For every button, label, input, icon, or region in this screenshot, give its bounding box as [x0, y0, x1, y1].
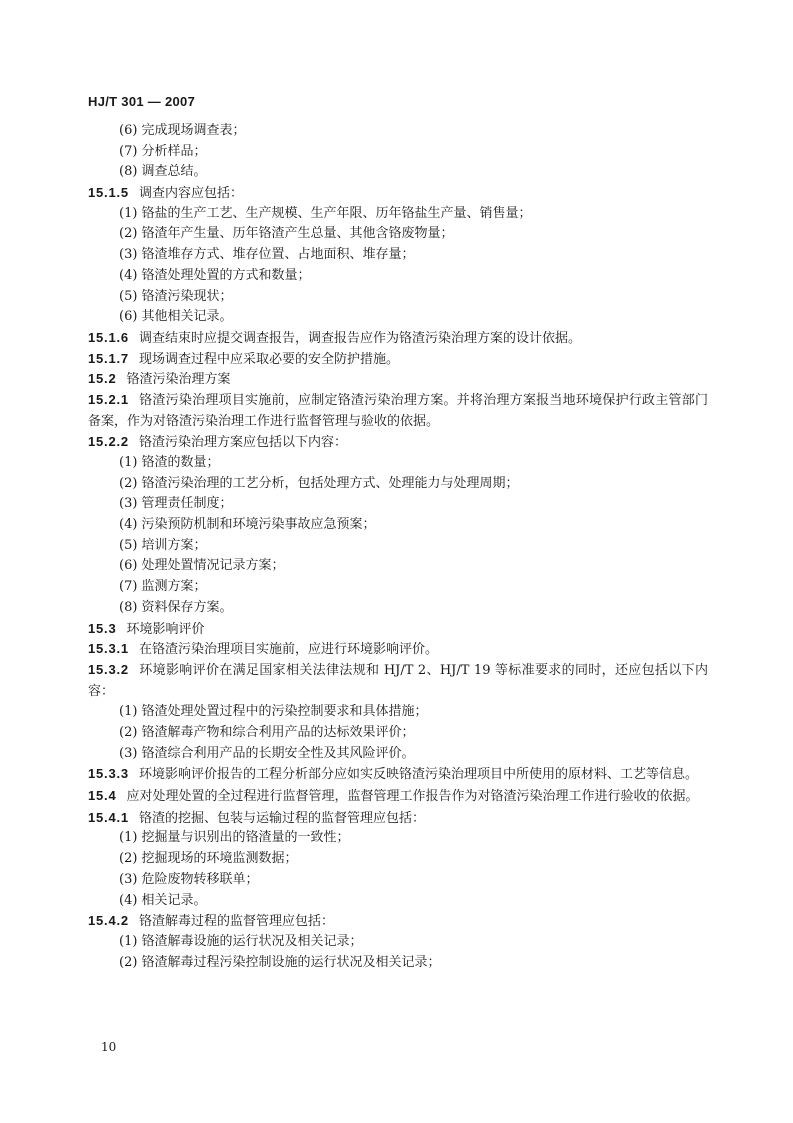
list-item: (8) 资料保存方案。: [119, 599, 233, 615]
list-item: (4) 铬渣处理处置的方式和数量；: [119, 267, 311, 283]
clause-text: 铬渣的挖掘、包装与运输过程的监督管理应包括：: [138, 810, 425, 826]
list-item: (3) 管理责任制度；: [119, 496, 233, 512]
clause-number: 15.1.5: [88, 185, 129, 201]
clause-number: 15.3: [88, 620, 117, 636]
clause-number: 15.3.2: [88, 661, 129, 677]
clause-text: 铬渣解毒过程的监督管理应包括：: [138, 914, 334, 930]
list-item: (2) 铬渣年产生量、历年铬渣产生总量、其他含铬废物量；: [119, 226, 454, 242]
list-item: (8) 调查总结。: [119, 164, 207, 180]
clause-number: 15.1.7: [88, 350, 129, 366]
list-item: (7) 分析样品；: [119, 143, 207, 159]
list-item: (4) 相关记录。: [119, 892, 207, 908]
clause-number: 15.4: [88, 788, 117, 804]
list-item: (1) 挖掘量与识别出的铬渣量的一致性；: [119, 830, 350, 846]
clause: [88, 369, 708, 390]
clause: [88, 349, 708, 370]
clause-number: 15.3.1: [88, 641, 129, 657]
clause: [88, 328, 708, 349]
list-item: (2) 铬渣解毒产物和综合利用产品的达标效果评价；: [119, 725, 415, 740]
clause-text: 铬渣污染治理方案: [126, 372, 231, 388]
list-item: (6) 其他相关记录。: [119, 309, 233, 325]
list-item: (1) 铬渣解毒设施的运行状况及相关记录；: [119, 933, 363, 949]
clause: [88, 808, 708, 829]
clause: [88, 639, 708, 660]
clause-number: 15.2: [88, 371, 117, 387]
list-item: (5) 培训方案；: [119, 537, 207, 553]
document-header: HJ/T 301 — 2007: [88, 94, 196, 109]
clause-text: 调查结束时应提交调查报告，调查报告应作为铬渣污染治理方案的设计依据。: [138, 330, 581, 346]
clause-text: 环境影响评价报告的工程分析部分应如实反映铬渣污染治理项目中所使用的原材料、工艺等信息。: [138, 767, 698, 783]
clause-number: 15.1.6: [88, 329, 129, 345]
list-item: (3) 危险废物转移联单；: [119, 871, 259, 887]
list-item: (6) 处理处置情况记录方案；: [119, 558, 285, 574]
clause: [88, 911, 708, 932]
list-item: (2) 铬渣污染治理的工艺分析，包括处理方式、处理能力与处理周期；: [119, 475, 519, 491]
list-item: (1) 铬盐的生产工艺、生产规模、生产年限、历年铬盐生产量、销售量；: [119, 205, 532, 221]
clause: [88, 432, 708, 453]
list-item: (7) 监测方案；: [119, 579, 207, 595]
clause-number: 15.2.2: [88, 434, 129, 450]
clause-text: 铬渣污染治理项目实施前，应制定铬渣污染治理方案。并将治理方案报当地环境保护行政主管部门备案，作为对铬渣污染治理工作进行监督管理与验收的依据。: [88, 392, 708, 429]
list-item: (4) 污染预防机制和环境污染事故应急预案；: [119, 517, 376, 533]
clause-text: 调查内容应包括：: [138, 186, 243, 202]
list-item: (5) 铬渣污染现状；: [119, 288, 233, 304]
clause-number: 15.4.2: [88, 913, 129, 929]
clause-text: 在铬渣污染治理项目实施前，应进行环境影响评价。: [138, 642, 438, 658]
document-body: [88, 121, 708, 973]
clause-number: 15.2.1: [88, 391, 129, 407]
list-item: (6) 完成现场调查表；: [119, 123, 246, 138]
page-number: 10: [101, 1040, 117, 1054]
clause-text: 环境影响评价在满足国家相关法律法规和 HJ/T 2、HJ/T 19 等标准要求的同时，还应包括以下内容：: [88, 662, 708, 699]
clause: [88, 619, 708, 640]
clause: [88, 390, 708, 432]
clause-text: 应对处理处置的全过程进行监督管理，监督管理工作报告作为对铬渣污染治理工作进行验收的依据。: [126, 789, 699, 805]
clause-text: 环境影响评价: [126, 621, 205, 637]
clause: [88, 764, 708, 786]
list-item: (1) 铬渣的数量；: [119, 455, 220, 471]
clause-number: 15.4.1: [88, 809, 129, 825]
clause-text: 铬渣污染治理方案应包括以下内容：: [138, 435, 347, 451]
clause: [88, 183, 708, 204]
list-item: (1) 铬渣处理处置过程中的污染控制要求和具体措施；: [119, 704, 428, 720]
clause-text: 现场调查过程中应采取必要的安全防护措施。: [138, 351, 399, 367]
list-item: (2) 铬渣解毒过程污染控制设施的运行状况及相关记录；: [119, 954, 441, 970]
clause-number: 15.3.3: [88, 766, 129, 782]
list-item: (3) 铬渣堆存方式、堆存位置、占地面积、堆存量；: [119, 247, 415, 263]
clause: [88, 786, 708, 808]
list-item: (2) 挖掘现场的环境监测数据；: [119, 851, 298, 867]
list-item: (3) 铬渣综合利用产品的长期安全性及其风险评价。: [119, 745, 415, 761]
clause: [88, 660, 708, 702]
